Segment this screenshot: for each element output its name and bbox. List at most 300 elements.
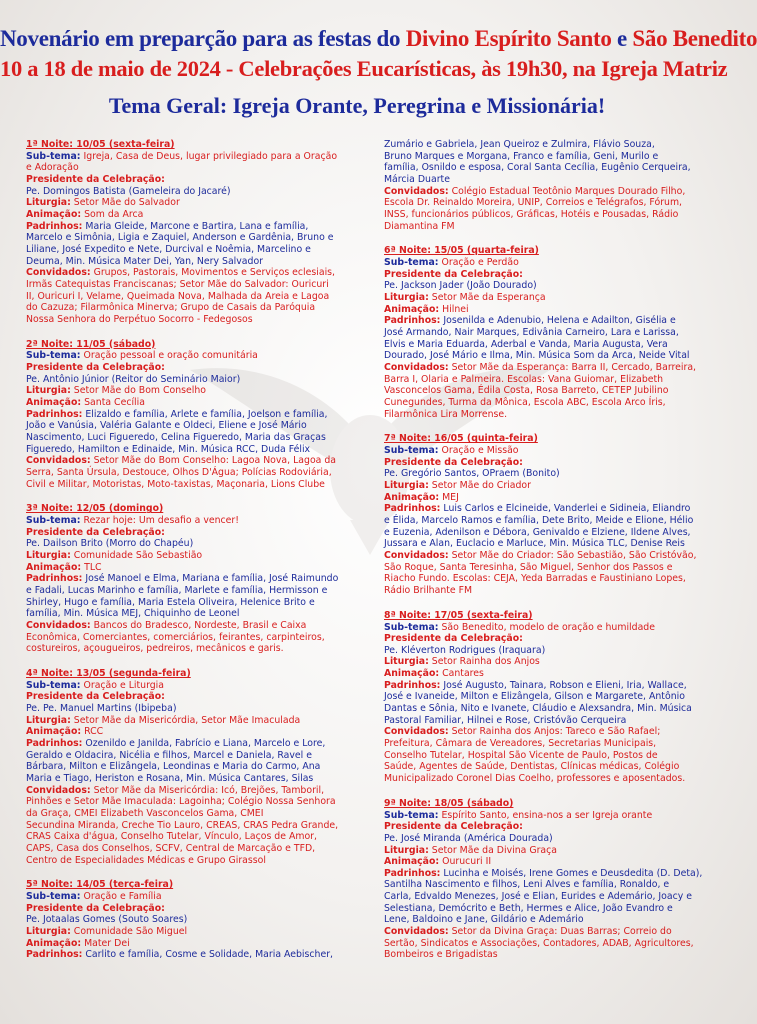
subtema-line: Espírito Santo, ensina-nos a ser Igreja orante — [438, 809, 653, 821]
text-line — [26, 232, 354, 244]
liturgia-value: Setor Mãe do Salvador — [70, 197, 180, 209]
title-part: e — [611, 26, 633, 51]
convidados-line: INSS, funcionários públicos, Gráficas, Hotéis e Pousadas, Rádio — [384, 208, 679, 220]
text-line — [26, 209, 354, 221]
presidente-value: Pe. Kléverton Rodrigues (Iraquara) — [384, 644, 546, 656]
convidados-label: Convidados: — [384, 926, 449, 938]
text-line — [384, 573, 694, 585]
padrinhos-line: Pastoral Familiar, Hilnei e Rose, Cristóvão Cerqueira — [384, 714, 627, 726]
text-line — [384, 585, 694, 597]
padrinhos-line: Liliane, José Expedito e Nete, Durcival e Noêmia, Marcelino e — [26, 243, 311, 255]
text-line — [384, 304, 694, 316]
liturgia-value: Setor Mãe da Divina Graça — [428, 844, 558, 856]
presidente-value: Pe. Jackson Jader (João Dourado) — [384, 280, 537, 292]
text-line — [26, 597, 354, 609]
convidados-line: Centro de Especialidades Médicas e Grupo Girassol — [26, 854, 266, 866]
padrinhos-label: Padrinhos: — [26, 949, 83, 961]
text-line — [384, 515, 694, 527]
convidados-line: II, Ouricuri I, Velame, Queimada Nova, Malhada da Areia e Lagoa — [26, 290, 330, 302]
text-line — [26, 256, 354, 268]
padrinhos-line: Lene, Baldoino e Jane, Gildário e Ademário — [384, 914, 584, 926]
convidados-line: Pinhões e Setor Mãe Imaculada: Lagoinha; Colégio Nossa Senhora — [26, 796, 336, 808]
subtema-line: Igreja, Casa de Deus, lugar privilegiado para a Oração — [80, 150, 338, 162]
night-n9 — [384, 797, 703, 961]
liturgia-value: Setor Rainha dos Anjos — [428, 656, 540, 668]
text-line — [26, 879, 354, 891]
text-line — [384, 409, 694, 421]
convidados-line: Serra, Santa Úrsula, Destouce, Olhos D'Água; Polícias Rodoviária, — [26, 466, 332, 478]
padrinhos-label: Padrinhos: — [26, 573, 83, 585]
text-line — [26, 620, 354, 632]
padrinhos-line: João e Vanúsia, Valéria Galante e Oldeci, Eliene e José Mário — [26, 420, 307, 432]
presidente-label: Presidente da Celebração: — [26, 691, 165, 703]
convidados-label: Convidados: — [26, 619, 91, 631]
animacao-value: Santa Cecília — [81, 396, 145, 408]
padrinhos-line: Santilha Nascimento e filhos, Leni Alves e família, Ronaldo, e — [384, 879, 670, 891]
text-line — [384, 691, 694, 703]
text-line — [384, 315, 694, 327]
text-line — [384, 280, 694, 292]
animacao-label: Animação: — [26, 726, 82, 738]
text-line — [26, 279, 354, 291]
text-line — [384, 821, 694, 833]
convidados-label: Convidados: — [26, 455, 91, 467]
text-line — [26, 680, 354, 692]
text-line — [384, 186, 694, 198]
text-line — [26, 796, 354, 808]
convidados-label: Convidados: — [26, 267, 91, 279]
convidados-line: Setor Mãe da Misericórdia: Icó, Brejões, Tamboril, — [90, 784, 325, 796]
text-line — [384, 645, 694, 657]
text-line — [384, 385, 694, 397]
text-line — [384, 174, 694, 186]
text-line — [26, 467, 354, 479]
subtema-label: Sub-tema: — [384, 257, 439, 269]
text-line — [26, 715, 354, 727]
convidados-label: Convidados: — [384, 726, 449, 738]
text-line — [384, 221, 694, 233]
text-line — [26, 444, 354, 456]
night-n1 — [26, 139, 354, 326]
padrinhos-line: Marcelo e Simônia, Ligia e Zaquiel, Anderson e Gardênia, Bruno e — [26, 232, 334, 244]
text-line — [26, 668, 354, 680]
text-line — [384, 492, 694, 504]
convidados-line: Irmãs Catequistas Franciscanas; Setor Mãe do Salvador: Ouricuri — [26, 278, 329, 290]
text-line — [384, 938, 694, 950]
text-line — [384, 269, 694, 281]
animacao-value: TLC — [81, 561, 102, 573]
convidados-label: Convidados: — [384, 362, 449, 373]
subtema-label: Sub-tema: — [384, 809, 439, 821]
text-line — [384, 773, 694, 785]
padrinhos-line: Márcia Duarte — [384, 173, 450, 185]
text-line — [384, 738, 694, 750]
convidados-line: do Cazuza; Filarmônica Minerva; Grupo de Casais da Paróquia — [26, 302, 316, 314]
convidados-line: da Graça, CMEI Elizabeth Vasconcelos Gama, CMEI — [26, 808, 264, 819]
padrinhos-line: Deuma, Min. Música Mater Dei, Yan, Nery Salvador — [26, 255, 264, 267]
text-line — [384, 445, 694, 457]
text-line — [384, 949, 694, 961]
padrinhos-line: e Élida, Marcelo Ramos e família, Dete Brito, Meide e Elione, Hélio — [384, 515, 694, 527]
liturgia-label: Liturgia: — [26, 714, 71, 726]
animacao-label: Animação: — [26, 937, 82, 949]
subtema-label: Sub-tema: — [26, 891, 81, 903]
convidados-line: Sertão, Sindicatos e Associações, Contadores, ADAB, Agricultores, — [384, 937, 694, 949]
text-line — [26, 831, 354, 843]
padrinhos-line: Dourado, José Mário e Ilma, Min. Música Som da Arca, Neide Vital — [384, 350, 690, 362]
convidados-line: Setor Rainha dos Anjos: Tareco e São Rafael; — [448, 726, 661, 738]
subtema-label: Sub-tema: — [384, 445, 439, 457]
padrinhos-line: Lucinha e Moisés, Irene Gomes e Deusdedita (D. Deta), — [440, 867, 703, 879]
animacao-label: Animação: — [26, 396, 82, 408]
subtema-line: Oração e Perdão — [438, 257, 519, 269]
presidente-label: Presidente da Celebração: — [26, 173, 165, 185]
night-title: 2ª Noite: 11/05 (sábado) — [26, 338, 156, 350]
text-line — [384, 433, 694, 445]
night-title: 6ª Noite: 15/05 (quarta-feira) — [384, 245, 539, 257]
right-column — [384, 139, 703, 974]
animacao-value: Ourucuri II — [439, 856, 492, 868]
subtema-label: Sub-tema: — [26, 515, 81, 527]
padrinhos-line: Shirley, Hugo e família, Maria Estela Oliveira, Helenice Brito e — [26, 596, 315, 608]
text-line — [26, 843, 354, 855]
title-divino: Divino Espírito Santo — [405, 26, 612, 51]
liturgia-label: Liturgia: — [26, 550, 71, 562]
left-column — [26, 139, 354, 974]
padrinhos-line: Figueredo, Hamilton e Edinaide, Min. Música RCC, Duda Félix — [26, 443, 311, 455]
text-line — [384, 257, 694, 269]
text-line — [26, 409, 354, 421]
text-line — [26, 855, 354, 867]
subtema-line: Oração e Liturgia — [80, 679, 165, 691]
night-n3 — [26, 503, 354, 655]
liturgia-label: Liturgia: — [26, 926, 71, 938]
convidados-line: Secundina Miranda, Creche Tio Lauro, CREAS, CRAS Pedra Grande, — [26, 819, 339, 831]
convidados-line: Cunegundes, Turma da Mônica, Escola ABC, Escola Arco Íris, — [384, 396, 666, 408]
convidados-line: Saúde, Agentes de Saúde, Dentistas, Clínicas médicas, Colégio — [384, 761, 680, 773]
presidente-label: Presidente da Celebração: — [26, 362, 165, 373]
padrinhos-line: José Augusto, Tainara, Robson e Elieni, Iria, Wallace, — [440, 679, 687, 691]
subtema-label: Sub-tema: — [26, 679, 81, 691]
night-n6 — [384, 245, 697, 420]
text-line — [26, 891, 354, 903]
subtema-label: Sub-tema: — [384, 621, 439, 633]
padrinhos-line: Luis Carlos e Elcineide, Vanderlei e Sidineia, Eliandro — [440, 503, 691, 515]
text-line — [26, 267, 354, 279]
convidados-line: Nossa Senhora do Perpétuo Socorro - Fedegosos — [26, 313, 253, 325]
text-line — [26, 820, 354, 832]
presidente-value: Pe. Jotaalas Gomes (Souto Soares) — [26, 914, 188, 926]
text-line — [384, 761, 694, 773]
presidente-value: Pe. José Miranda (América Dourada) — [384, 832, 553, 844]
text-line — [384, 610, 694, 622]
text-line — [26, 186, 354, 198]
convidados-line: Escola Dr. Reinaldo Moreira, UNIP, Correios e Telégrafos, Fórum, — [384, 197, 683, 209]
text-line — [384, 339, 694, 351]
text-line — [26, 455, 354, 467]
convidados-line: Vasconcelos Gama, Édila Costa, Rosa Barreto, CETEP Jubilino — [384, 385, 669, 397]
padrinhos-label: Padrinhos: — [26, 738, 83, 750]
text-line — [26, 503, 354, 515]
convidados-line: Civil e Militar, Motoristas, Moto-taxistas, Maçonaria, Lions Clube — [26, 478, 325, 490]
liturgia-value: Setor Mãe do Criador — [428, 480, 531, 492]
liturgia-value: Setor Mãe do Bom Conselho — [70, 385, 207, 397]
text-line — [384, 327, 694, 339]
liturgia-label: Liturgia: — [384, 480, 429, 492]
convidados-line: Prefeitura, Câmara de Vereadores, Secretarias Municipais, — [384, 738, 657, 750]
text-line — [384, 926, 694, 938]
convidados-line: Grupos, Pastorais, Movimentos e Serviços eclesiais, — [90, 267, 336, 279]
text-line — [26, 291, 354, 303]
animacao-label: Animação: — [26, 561, 82, 573]
animacao-label: Animação: — [384, 668, 440, 680]
subtema-line: e Adoração — [26, 162, 79, 174]
text-line — [384, 703, 694, 715]
text-line — [384, 527, 694, 539]
convidados-line: Municipalizado Coronel Dias Coelho, professores e aposentados. — [384, 773, 686, 785]
convidados-line: Diamantina FM — [384, 220, 455, 232]
subtema-label: Sub-tema: — [26, 150, 81, 162]
convidados-label: Convidados: — [26, 784, 91, 796]
convidados-line: São Roque, Santa Teresinha, São Miguel, Senhor dos Passos e — [384, 561, 673, 573]
text-line — [384, 457, 694, 469]
presidente-label: Presidente da Celebração: — [384, 633, 523, 645]
text-line — [26, 750, 354, 762]
text-line — [26, 244, 354, 256]
padrinhos-line: Josenilda e Adenubio, Helena e Adailton, Gisélia e — [440, 315, 676, 327]
text-line — [26, 420, 354, 432]
convidados-line: Bombeiros e Brigadistas — [384, 949, 498, 961]
text-line — [384, 867, 703, 880]
padrinhos-line: família, Min. Música MEJ, Chiquinho de Leonel — [26, 608, 240, 620]
convidados-line: Econômica, Comerciantes, comerciários, feirantes, carpinteiros, — [26, 631, 325, 643]
padrinhos-line: Carla, Edvaldo Menezes, José e Elian, Eurides e Ademário, Joacy e — [384, 891, 692, 903]
text-line — [26, 738, 354, 750]
text-line — [26, 949, 354, 961]
padrinhos-label: Padrinhos: — [384, 679, 441, 691]
animacao-label: Animação: — [26, 208, 82, 220]
animacao-value: Hilnei — [439, 303, 469, 315]
padrinhos-line: Nascimento, Luci Figueredo, Celina Figueredo, Maria das Graças — [26, 431, 326, 443]
text-line — [384, 750, 694, 762]
liturgia-value: Setor Mãe da Misericórdia, Setor Mãe Imaculada — [70, 714, 301, 726]
presidente-label: Presidente da Celebração: — [384, 821, 523, 833]
text-line — [26, 926, 354, 938]
animacao-value: MEJ — [439, 491, 459, 503]
text-line — [26, 585, 354, 597]
convidados-line: CRAS Caixa d'água, Conselho Tutelar, Vínculo, Laços de Amor, — [26, 831, 317, 843]
text-line — [384, 562, 694, 574]
night-n7 — [384, 433, 697, 596]
night-title: 1ª Noite: 10/05 (sexta-feira) — [26, 139, 175, 150]
text-line — [384, 856, 694, 868]
text-line — [384, 292, 694, 304]
text-line — [26, 691, 354, 703]
text-line — [26, 515, 354, 527]
text-line — [384, 633, 694, 645]
text-line — [384, 833, 694, 845]
text-line — [384, 397, 694, 409]
animacao-value: RCC — [81, 726, 104, 738]
text-line — [26, 538, 354, 550]
text-line — [384, 245, 694, 257]
text-line — [384, 480, 694, 492]
text-line — [26, 385, 354, 397]
padrinhos-line: Ozenildo e Janilda, Fabrício e Liana, Marcelo e Lore, — [82, 738, 326, 750]
convidados-line: Conselho Tutelar, Hospital São Vicente de Paulo, Postos de — [384, 749, 658, 761]
padrinhos-line: família, Osnildo e esposa, Coral Santa Cecília, Eugênio Cerqueira, — [384, 162, 691, 174]
padrinhos-line: Geraldo e Oldacira, Nicélia e filhos, Marcel e Daniela, Ravel e — [26, 749, 312, 761]
text-line — [26, 903, 354, 915]
subtema-line: Oração e Missão — [438, 445, 519, 457]
padrinhos-label: Padrinhos: — [384, 503, 441, 515]
text-line — [384, 374, 694, 386]
presidente-value: Pe. Antônio Júnior (Reitor do Seminário Maior) — [26, 373, 241, 385]
text-line — [384, 914, 694, 926]
text-line — [26, 162, 354, 174]
text-line — [26, 608, 354, 620]
text-line — [384, 798, 694, 810]
text-line — [384, 668, 694, 680]
text-line — [384, 550, 697, 562]
liturgia-value: Comunidade São Miguel — [70, 926, 188, 938]
text-line — [26, 773, 354, 785]
presidente-value: Pe. Dailson Brito (Morro do Chapéu) — [26, 538, 194, 550]
text-line — [26, 938, 354, 950]
convidados-label: Convidados: — [384, 185, 449, 197]
night-title: 7ª Noite: 16/05 (quinta-feira) — [384, 433, 538, 445]
animacao-value: Mater Dei — [81, 937, 130, 949]
padrinhos-line: Elizaldo e família, Arlete e família, Joelson e família, — [82, 408, 328, 420]
padrinhos-line: e Fadali, Lucas Marinho e família, Marlete e família, Hermisson e — [26, 585, 328, 596]
night-n2 — [26, 339, 354, 491]
night-title: 8ª Noite: 17/05 (sexta-feira) — [384, 609, 533, 621]
liturgia-label: Liturgia: — [384, 844, 429, 856]
text-line — [26, 139, 354, 151]
padrinhos-label: Padrinhos: — [384, 867, 441, 879]
text-line — [384, 468, 694, 480]
liturgia-value: Setor Mãe da Esperança — [428, 292, 546, 304]
animacao-label: Animação: — [384, 491, 440, 503]
text-line — [384, 503, 694, 515]
animacao-label: Animação: — [384, 856, 440, 868]
padrinhos-line: Zumário e Gabriela, Jean Queiroz e Zulmira, Flávio Souza, — [384, 139, 655, 150]
subtema-line: Oração e Família — [80, 891, 162, 903]
text-line — [26, 632, 354, 644]
convidados-line: Setor da Divina Graça: Duas Barras; Correio do — [448, 926, 672, 938]
liturgia-value: Comunidade São Sebastião — [70, 550, 203, 562]
convidados-line: costureiros, açougueiros, pedreiros, mecânicos e garis. — [26, 643, 284, 655]
subtema-line: Oração pessoal e oração comunitária — [80, 350, 258, 362]
presidente-value: Pe. Domingos Batista (Gameleira do Jacaré) — [26, 185, 231, 197]
padrinhos-line: Carlito e família, Cosme e Solidade, Maria Aebischer, — [82, 949, 334, 961]
liturgia-label: Liturgia: — [384, 656, 429, 668]
text-line — [384, 891, 694, 903]
text-line — [26, 374, 354, 386]
convidados-line: Setor Mãe da Esperança: Barra II, Cercado, Barreira, — [448, 362, 697, 373]
padrinhos-line: Maria e Tiago, Heriston e Rosana, Min. Música Cantares, Silas — [26, 773, 314, 785]
text-line — [26, 914, 354, 926]
padrinhos-line: José Armando, Nair Marques, Edivânia Carneiro, Lara e Larissa, — [384, 327, 679, 339]
title-sao-benedito: São Benedito — [632, 26, 757, 51]
text-line — [26, 785, 354, 797]
text-line — [384, 350, 694, 362]
text-line — [26, 573, 354, 585]
convidados-label: Convidados: — [384, 550, 449, 562]
text-line — [26, 302, 354, 314]
convidados-line: Bancos do Bradesco, Nordeste, Brasil e Caixa — [90, 619, 307, 631]
text-line — [384, 538, 694, 550]
text-line — [26, 221, 354, 233]
presidente-label: Presidente da Celebração: — [384, 268, 523, 280]
text-line — [26, 527, 354, 539]
night-title: 5ª Noite: 14/05 (terça-feira) — [26, 879, 174, 891]
general-theme: Tema Geral: Igreja Orante, Peregrina e Missionária! — [108, 93, 606, 118]
page-header — [0, 24, 757, 120]
night-title: 4ª Noite: 13/05 (segunda-feira) — [26, 668, 191, 680]
convidados-line: Colégio Estadual Teotônio Marques Dourado Filho, — [448, 185, 686, 197]
text-line — [384, 680, 694, 692]
convidados-line: Riacho Fundo. Escolas: CEJA, Yeda Barradas e Faustiniano Lopes, — [384, 573, 686, 585]
text-line — [26, 362, 354, 374]
padrinhos-label: Padrinhos: — [26, 220, 83, 232]
text-line — [384, 209, 694, 221]
text-line — [26, 350, 354, 362]
text-line — [384, 726, 694, 738]
text-line — [384, 810, 694, 822]
night-n5-continued — [384, 139, 694, 232]
padrinhos-line: Selestiana, Demócrito e Beth, Hermes e Alice, João Evandro e — [384, 902, 673, 914]
padrinhos-label: Padrinhos: — [26, 408, 83, 420]
subtema-line: Rezar hoje: Um desafio a vencer! — [80, 515, 239, 527]
page-title — [0, 24, 757, 54]
text-line — [26, 339, 354, 351]
convidados-line: Setor Mãe do Bom Conselho: Lagoa Nova, Lagoa da — [90, 455, 337, 467]
convidados-line: CAPS, Casa dos Conselhos, SCFV, Central de Marcação e TFD, — [26, 842, 316, 854]
padrinhos-line: Maria Gleide, Marcone e Bartira, Lana e família, — [82, 220, 309, 232]
subtema-label: Sub-tema: — [26, 350, 81, 362]
convidados-line: Setor Mãe do Criador: São Sebastião, São Cristóvão, — [448, 550, 697, 562]
text-line — [384, 715, 694, 727]
text-line — [26, 197, 354, 209]
padrinhos-line: Bárbara, Milton e Elizângela, Leondinas e Maria do Carmo, Ana — [26, 761, 321, 773]
convidados-line: Barra I, Olaria e Palmeira. Escolas: Vana Guiomar, Elizabeth — [384, 373, 664, 385]
night-title: 3ª Noite: 12/05 (domingo) — [26, 503, 164, 515]
padrinhos-line: Bruno Marques e Morgana, Franco e família, Geni, Murilo e — [384, 150, 659, 162]
text-line — [26, 726, 354, 738]
text-line — [26, 761, 354, 773]
padrinhos-line: Jussara e Alan, Euclacio e Marluce, Min. Música TLC, Denise Reis — [384, 538, 685, 550]
liturgia-label: Liturgia: — [26, 197, 71, 209]
text-line — [384, 362, 697, 374]
text-line — [26, 397, 354, 409]
padrinhos-line: José Manoel e Elma, Mariana e família, José Raimundo — [82, 573, 339, 585]
presidente-value: Pe. Pe. Manuel Martins (Ibipeba) — [26, 703, 177, 715]
text-line — [26, 314, 354, 326]
text-line — [26, 479, 354, 491]
night-n8 — [384, 610, 694, 785]
text-line — [384, 197, 694, 209]
text-line — [26, 550, 354, 562]
presidente-label: Presidente da Celebração: — [26, 902, 165, 914]
convidados-line: Filarmônica Lira Morrense. — [384, 408, 508, 420]
padrinhos-line: e Euzenia, Adenilson e Débora, Genivaldo e Elziene, Ildene Alves, — [384, 526, 691, 538]
night-n4 — [26, 668, 354, 866]
animacao-label: Animação: — [384, 303, 440, 315]
text-line — [26, 174, 354, 186]
text-line — [384, 139, 694, 151]
animacao-value: Som da Arca — [81, 208, 144, 220]
